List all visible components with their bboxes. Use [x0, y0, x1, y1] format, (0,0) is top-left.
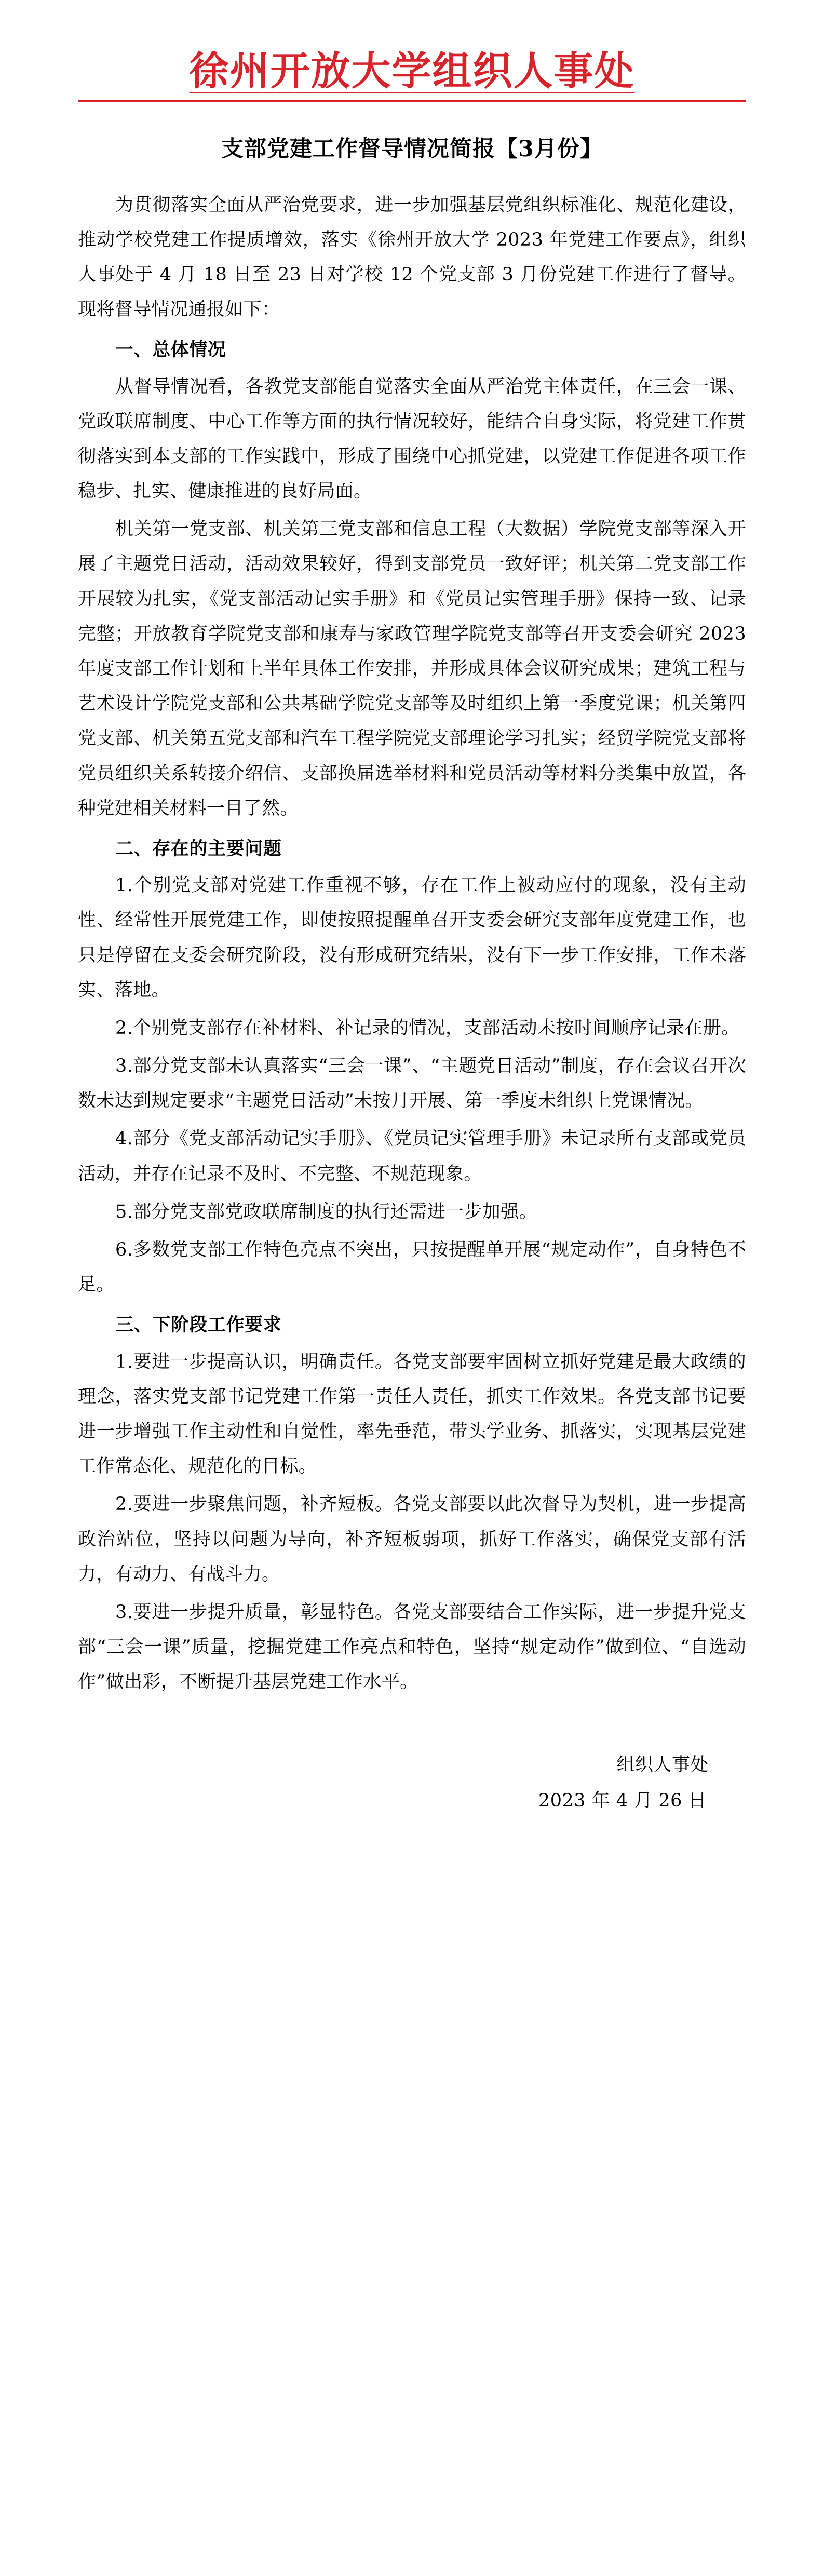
paragraph: 3.要进一步提升质量，彰显特色。各党支部要结合工作实际，进一步提升党支部“三会一课”质量，挖掘党建工作亮点和特色，坚持“规定动作”做到位、“自选动作”做出彩，不断提升基层党建工作水平。: [78, 1601, 746, 1693]
paragraph: 6.多数党支部工作特色亮点不突出，只按提醒单开展“规定动作”，自身特色不足。: [78, 1239, 746, 1296]
paragraph: 2.要进一步聚焦问题，补齐短板。各党支部要以此次督导为契机，进一步提高政治站位，坚持以问题为导向，补齐短板弱项，抓好工作落实，确保党支部有活力，有动力、有战斗力。: [78, 1494, 746, 1585]
paragraph: 2.个别党支部存在补材料、补记录的情况，支部活动未按时间顺序记录在册。: [115, 1017, 740, 1039]
paragraph: 1.要进一步提高认识，明确责任。各党支部要牢固树立抓好党建是最大政绩的理念，落实党支部书记党建工作第一责任人责任，抓实工作效果。各党支部书记要进一步增强工作主动性和自觉性，率先垂范，带头学业务、抓落实，实现基层党建工作常态化、规范化的目标。: [78, 1351, 746, 1477]
paragraph: 3.部分党支部未认真落实“三会一课”、“主题党日活动”制度，存在会议召开次数未达到规定要求“主题党日活动”未按月开展、第一季度未组织上党课情况。: [78, 1056, 746, 1112]
section-heading: 三、下阶段工作要求: [115, 1314, 282, 1336]
signature-date: 2023 年 4 月 26 日: [538, 1790, 707, 1811]
masthead-organization-title: 徐州开放大学组织人事处: [78, 49, 746, 102]
section-heading: 一、总体情况: [115, 339, 226, 361]
paragraph: 5.部分党支部党政联席制度的执行还需进一步加强。: [115, 1201, 537, 1222]
paragraph: 4.部分《党支部活动记实手册》、《党员记实管理手册》未记录所有支部或党员活动，并存在记录不及时、不完整、不规范现象。: [78, 1128, 746, 1184]
signature-unit: 组织人事处: [616, 1755, 709, 1776]
paragraph: 为贯彻落实全面从严治党要求，进一步加强基层党组织标准化、规范化建设，推动学校党建工作提质增效，落实《徐州开放大学 2023 年党建工作要点》，组织人事处于 4 月 18 日至 23 日对学校 12 个党支部 3 月份党建工作进行了督导。现将督导情况通报如下：: [78, 194, 746, 320]
paragraph: 从督导情况看，各教党支部能自觉落实全面从严治党主体责任，在三会一课、党政联席制度、中心工作等方面的执行情况较好，能结合自身实际，将党建工作贯彻落实到本支部的工作实践中，形成了围绕中心抓党建，以党建工作促进各项工作稳步、扎实、健康推进的良好局面。: [78, 376, 746, 502]
page-title: 支部党建工作督导情况简报【3月份】: [221, 136, 603, 162]
section-heading: 二、存在的主要问题: [115, 838, 282, 859]
paragraph: 1.个别党支部对党建工作重视不够，存在工作上被动应付的现象，没有主动性、经常性开展党建工作，即使按照提醒单召开支委会研究支部年度党建工作，也只是停留在支委会研究阶段，没有形成研究结果，没有下一步工作安排，工作未落实、落地。: [78, 875, 746, 1001]
document-body: [78, 188, 746, 1700]
signature-block: [78, 1747, 746, 1818]
paragraph: 机关第一党支部、机关第三党支部和信息工程（大数据）学院党支部等深入开展了主题党日活动，活动效果较好，得到支部党员一致好评；机关第二党支部工作开展较为扎实，《党支部活动记实手册》和《党员记实管理手册》保持一致、记录完整；开放教育学院党支部和康寿与家政管理学院党支部等召开支委会研究 2023 年度支部工作计划和上半年具体工作安排，并形成具体会议研究成果；建筑工程与艺术设计学院党支部和公共基础学院党支部等及时组织上第一季度党课；机关第四党支部、机关第五党支部和汽车工程学院党支部理论学习扎实；经贸学院党支部将党员组织关系转接介绍信、支部换届选举材料和党员活动等材料分类集中放置，各种党建相关材料一目了然。: [78, 519, 746, 819]
